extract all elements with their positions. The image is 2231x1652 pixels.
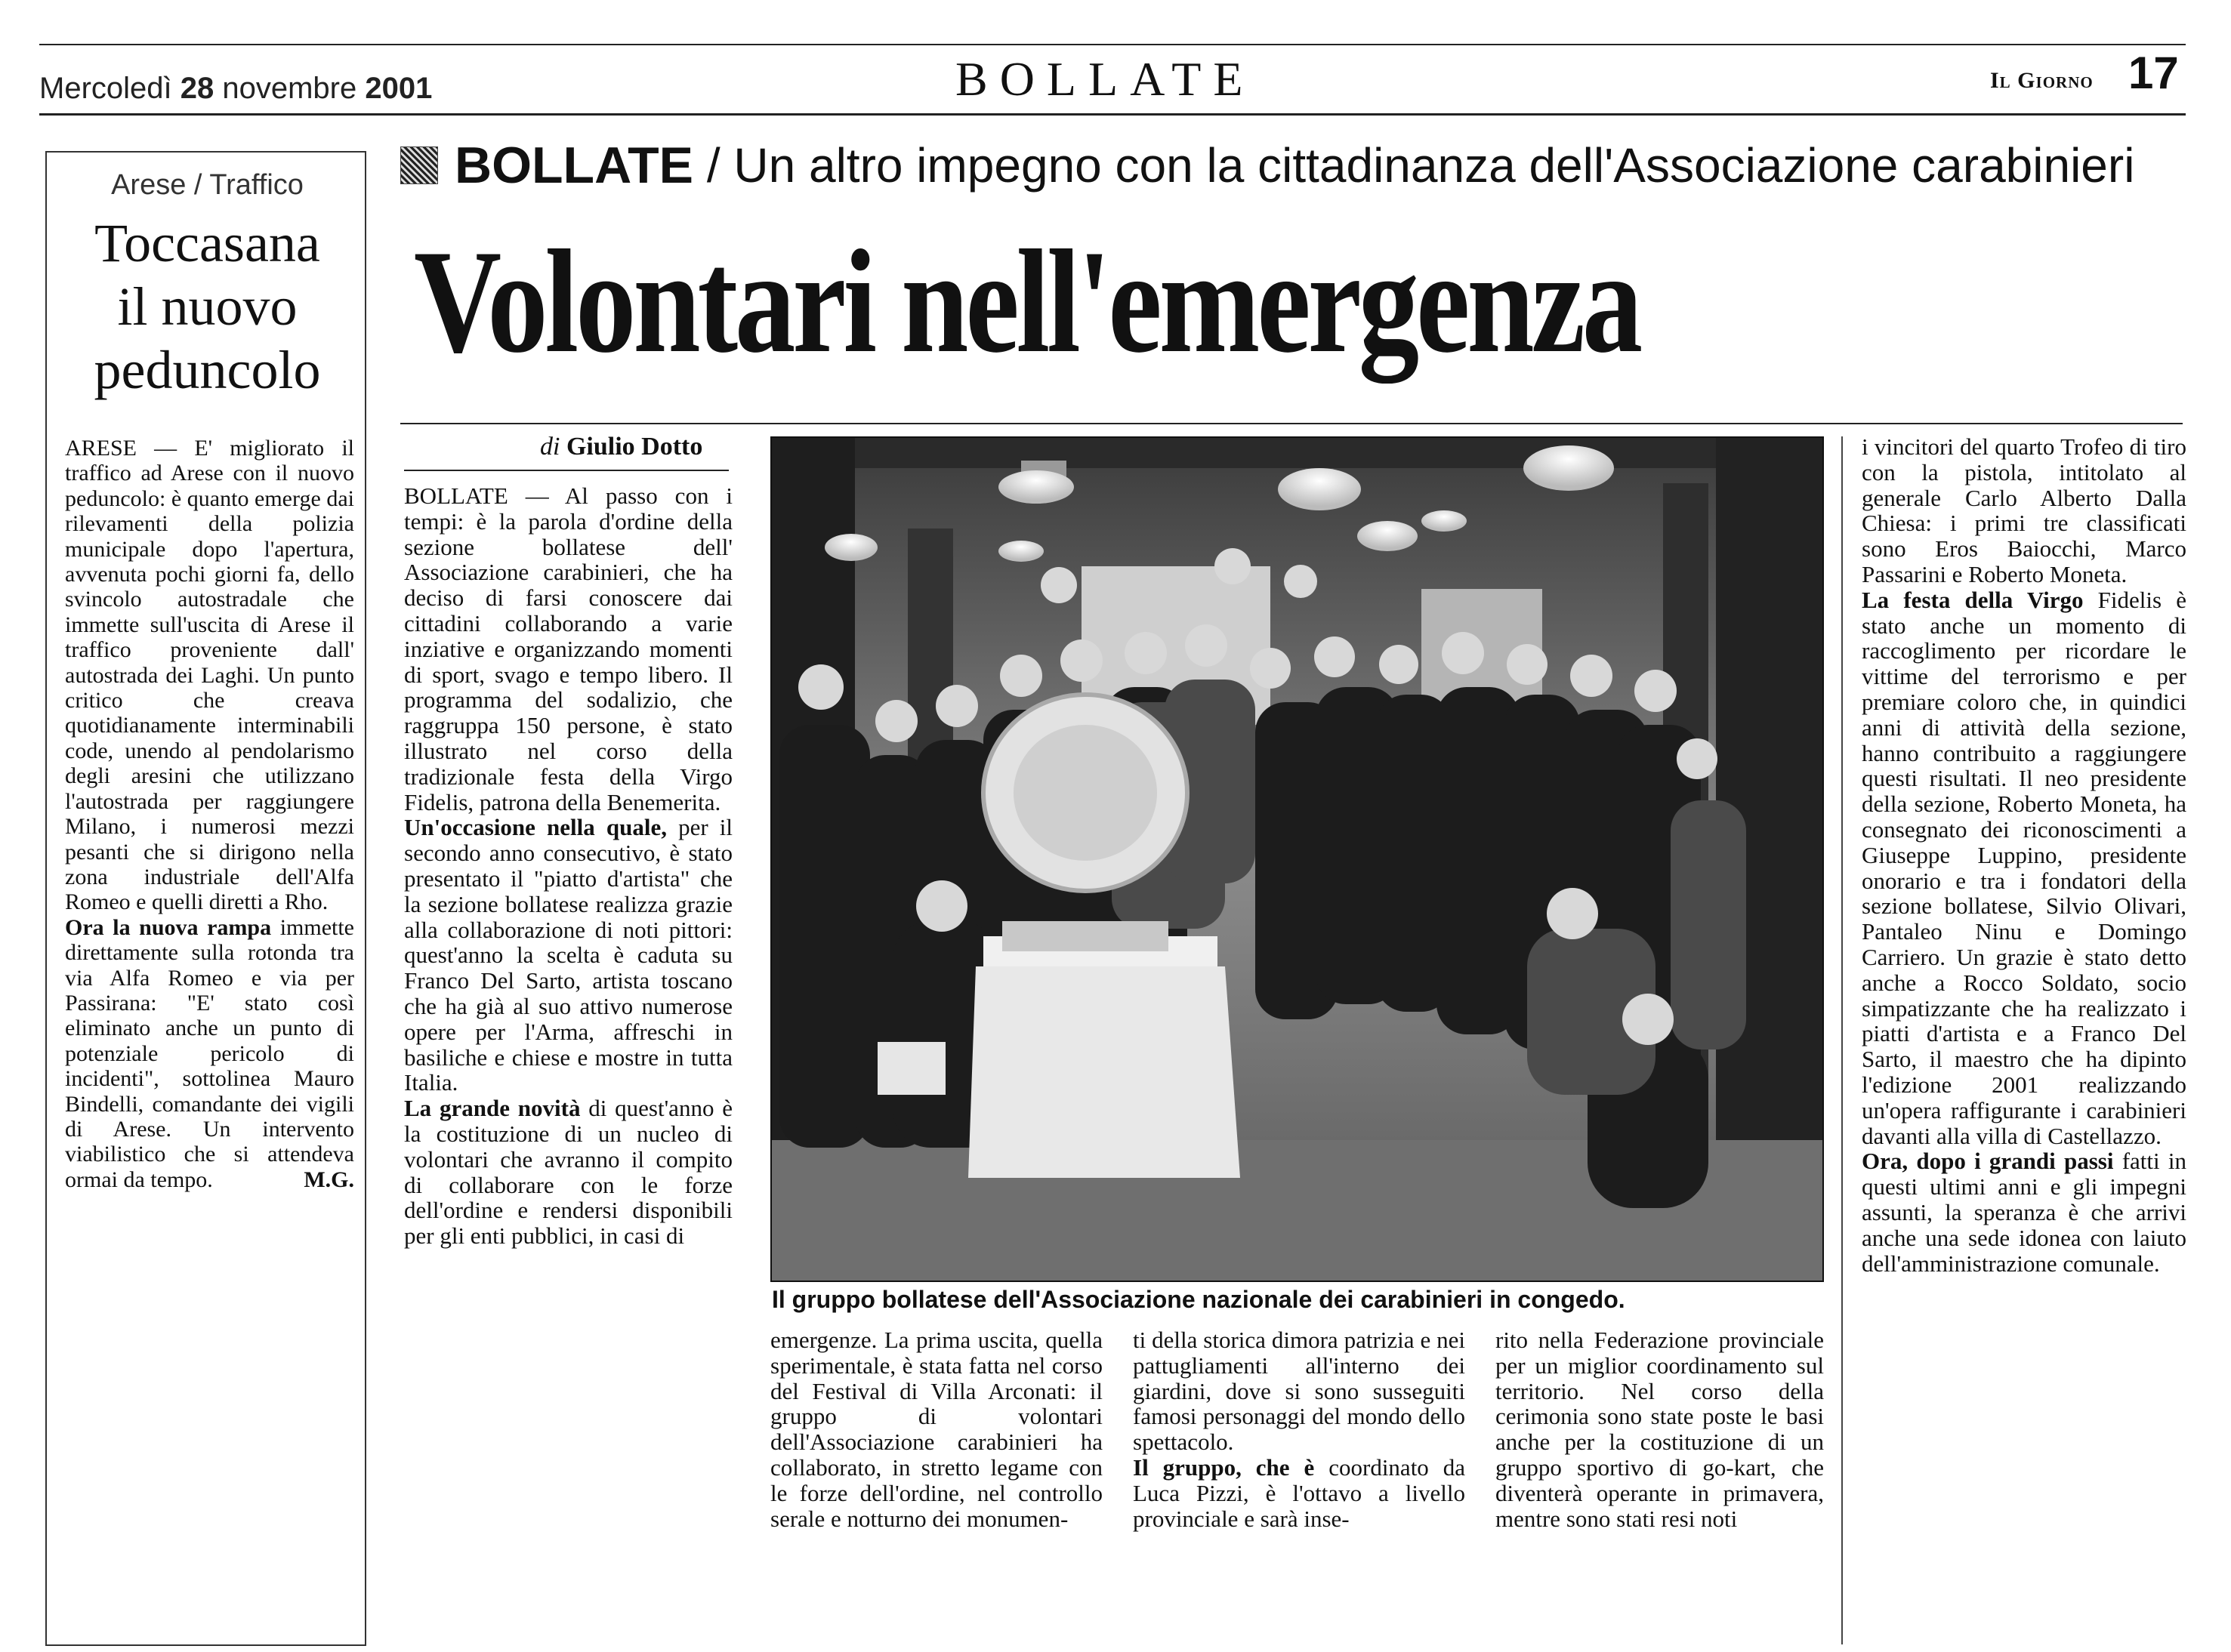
headline-rule xyxy=(400,423,2183,424)
article-lead: Un'occasione nella quale, xyxy=(404,814,667,841)
sidebar-paragraph xyxy=(65,915,354,1192)
article-paragraph-text: coordinato da Luca Pizzi, è l'ottavo a livello provinciale e sarà inse- xyxy=(1133,1453,1466,1532)
overline-square-icon xyxy=(400,146,438,184)
sidebar-title-line: Toccasana xyxy=(94,213,320,273)
article-paragraph xyxy=(1133,1455,1465,1531)
byline-rule xyxy=(404,470,729,471)
article-lead: Ora, dopo i grandi passi xyxy=(1862,1148,2114,1175)
article-headline: Volontari nell'emergenza xyxy=(414,220,1640,384)
article-paragraph-text: di quest'anno è la costituzione di un nucleo di volontari che avranno il compito di collaborare con le forze dell'ordine e rendersi disponibili per gli enti pubblici, in casi di xyxy=(404,1095,733,1250)
section-name: BOLLATE xyxy=(955,52,1255,106)
article-paragraph: emergenze. La prima uscita, quella sperimentale, è stata fatta nel corso del Festival di Villa Arconati: il gruppo di volontari dell'Associazione carabinieri ha collaborato, in stretto legame con le forze dell'ordine, nel controllo serale e notturno dei monumen- xyxy=(770,1327,1103,1532)
article-lead: La grande novità xyxy=(404,1095,581,1122)
article-paragraph: ti della storica dimora patrizia e nei pattugliamenti all'interno dei giardini, dove si sono susseguiti famosi personaggi del mondo dello spettacolo. xyxy=(1133,1327,1465,1456)
article-column-3 xyxy=(1133,1327,1465,1531)
header-bottom-rule xyxy=(39,113,2186,116)
sidebar-title-line: il nuovo xyxy=(117,276,298,337)
sidebar-title-line: peduncolo xyxy=(94,340,321,400)
sidebar-box xyxy=(45,151,366,1646)
article-paragraph: BOLLATE — Al passo con i tempi: è la parola d'ordine della sezione bollatese dell' Associazione carabinieri, che ha deciso di farsi conoscere dai cittadini collaborando a varie inziative e organizzando momenti di sport, svago e tempo libero. Il programma del sodalizio, che raggruppa 150 persone, è stato illustrato nel corso della tradizionale festa della Virgo Fidelis, patrona della Benemerita. xyxy=(404,482,733,815)
article-paragraph: rito nella Federazione provinciale per un miglior coordinamento sul territorio. Nel corso della cerimonia sono state poste le basi anche per la costituzione di un gruppo sportivo di go-kart, che diventerà operante in primavera, mentre sono stati resi noti xyxy=(1495,1327,1824,1532)
sidebar-title xyxy=(47,211,368,402)
article-column-4 xyxy=(1495,1327,1824,1531)
article-paragraph xyxy=(1862,587,2186,1149)
article-column-1 xyxy=(404,483,733,1249)
sidebar-paragraph-text: immette direttamente sulla rotonda tra via Alfa Romeo e via per Passirana: "E' stato così eliminato anche un punto di potenziale pericolo di incidenti", sottolinea Mauro Bindelli, comandante dei vigili di Arese. Un intervento viabilistico che si attendeva ormai da tempo. xyxy=(65,914,354,1192)
sidebar-lead: Ora la nuova rampa xyxy=(65,914,272,940)
article-column-5 xyxy=(1862,434,2186,1276)
article-column-2 xyxy=(770,1327,1103,1531)
article-overline xyxy=(400,136,2134,195)
article-lead: La festa della Virgo xyxy=(1862,586,2084,613)
article-paragraph-text: fatti in questi ultimi anni e gli impegni assunti, la speranza è che arrivi anche una sede idonea con laiuto dell'amministrazione comunale. xyxy=(1862,1148,2186,1277)
header-top-rule xyxy=(39,44,2186,45)
column-divider xyxy=(1841,436,1843,1644)
article-lead: Il gruppo, che è xyxy=(1133,1453,1315,1481)
article-paragraph xyxy=(404,815,733,1096)
sidebar-paragraph: ARESE — E' migliorato il traffico ad Arese con il nuovo peduncolo: è quanto emerge dai rilevamenti della polizia municipale dopo l'apertura, avvenuta pochi giorni fa, dello svincolo autostradale che immette sull'uscita di Arese il traffico proveniente dall' autostrada dei Laghi. Un punto critico che creava quotidianamente interminabili code, unendo al pendolarismo degli aresini che utilizzano l'autostrada per raggiungere Milano, i numerosi mezzi pesanti che si dirigono nella zona industriale dell'Alfa Romeo e quelli diretti a Rho. xyxy=(65,436,354,915)
issue-date: Mercoledì 28 novembre 2001 xyxy=(39,72,433,105)
overline-place: BOLLATE xyxy=(455,137,694,194)
sidebar-signature: M.G. xyxy=(304,1167,354,1192)
article-paragraph: i vincitori del quarto Trofeo di tiro con la pistola, intitolato al generale Carlo Alberto Dalla Chiesa: i primi tre classificati sono Eros Baiocchi, Marco Passarini e Roberto Moneta. xyxy=(1862,433,2186,587)
newspaper-name: Il Giorno xyxy=(1990,68,2094,93)
article-paragraph-text: per il secondo anno consecutivo, è stato presentato il "piatto d'artista" che la sezione bollatese realizza grazie alla collaborazione di noti pittori: quest'anno la scelta è caduta su Franco Del Sarto, artista toscano che ha già al suo attivo numerose opere per l'Arma, affreschi in basiliche e chiese e mostre in tutta Italia. xyxy=(404,814,733,1096)
photo-caption: Il gruppo bollatese dell'Associazione nazionale dei carabinieri in congedo. xyxy=(772,1286,1625,1313)
overline-text: / Un altro impegno con la cittadinanza dell'Associazione carabinieri xyxy=(706,138,2135,193)
article-paragraph xyxy=(404,1096,733,1249)
sidebar-body xyxy=(65,436,354,1192)
article-byline: di Giulio Dotto xyxy=(540,433,703,461)
group-photo-image xyxy=(772,438,1824,1282)
article-paragraph xyxy=(1862,1148,2186,1276)
article-paragraph-text: Fidelis è stato anche un momento di raccoglimento per ricordare le vittime del terrorismo e per premiare coloro che, in quindici anni di attività della sezione, hanno contribuito a raggiungere questi risultati. Il neo presidente della sezione, Roberto Moneta, ha consegnato dei riconoscimenti a Giuseppe Luppino, presidente onorario e tra i fondatori della sezione bollatese, Silvio Olivari, Pantaleo Ninu e Domingo Carriero. Un grazie è stato detto anche a Rocco Soldato, socio simpatizzante che ha realizzato i piatti d'artista e a Franco Del Sarto, il maestro che ha dipinto l'edizione 2001 realizzando un'opera raffigurante i carabinieri davanti alla villa di Castellazzo. xyxy=(1862,586,2186,1149)
page-number: 17 xyxy=(2128,48,2179,98)
group-photo xyxy=(770,436,1824,1282)
sidebar-kicker: Arese / Traffico xyxy=(111,169,304,201)
